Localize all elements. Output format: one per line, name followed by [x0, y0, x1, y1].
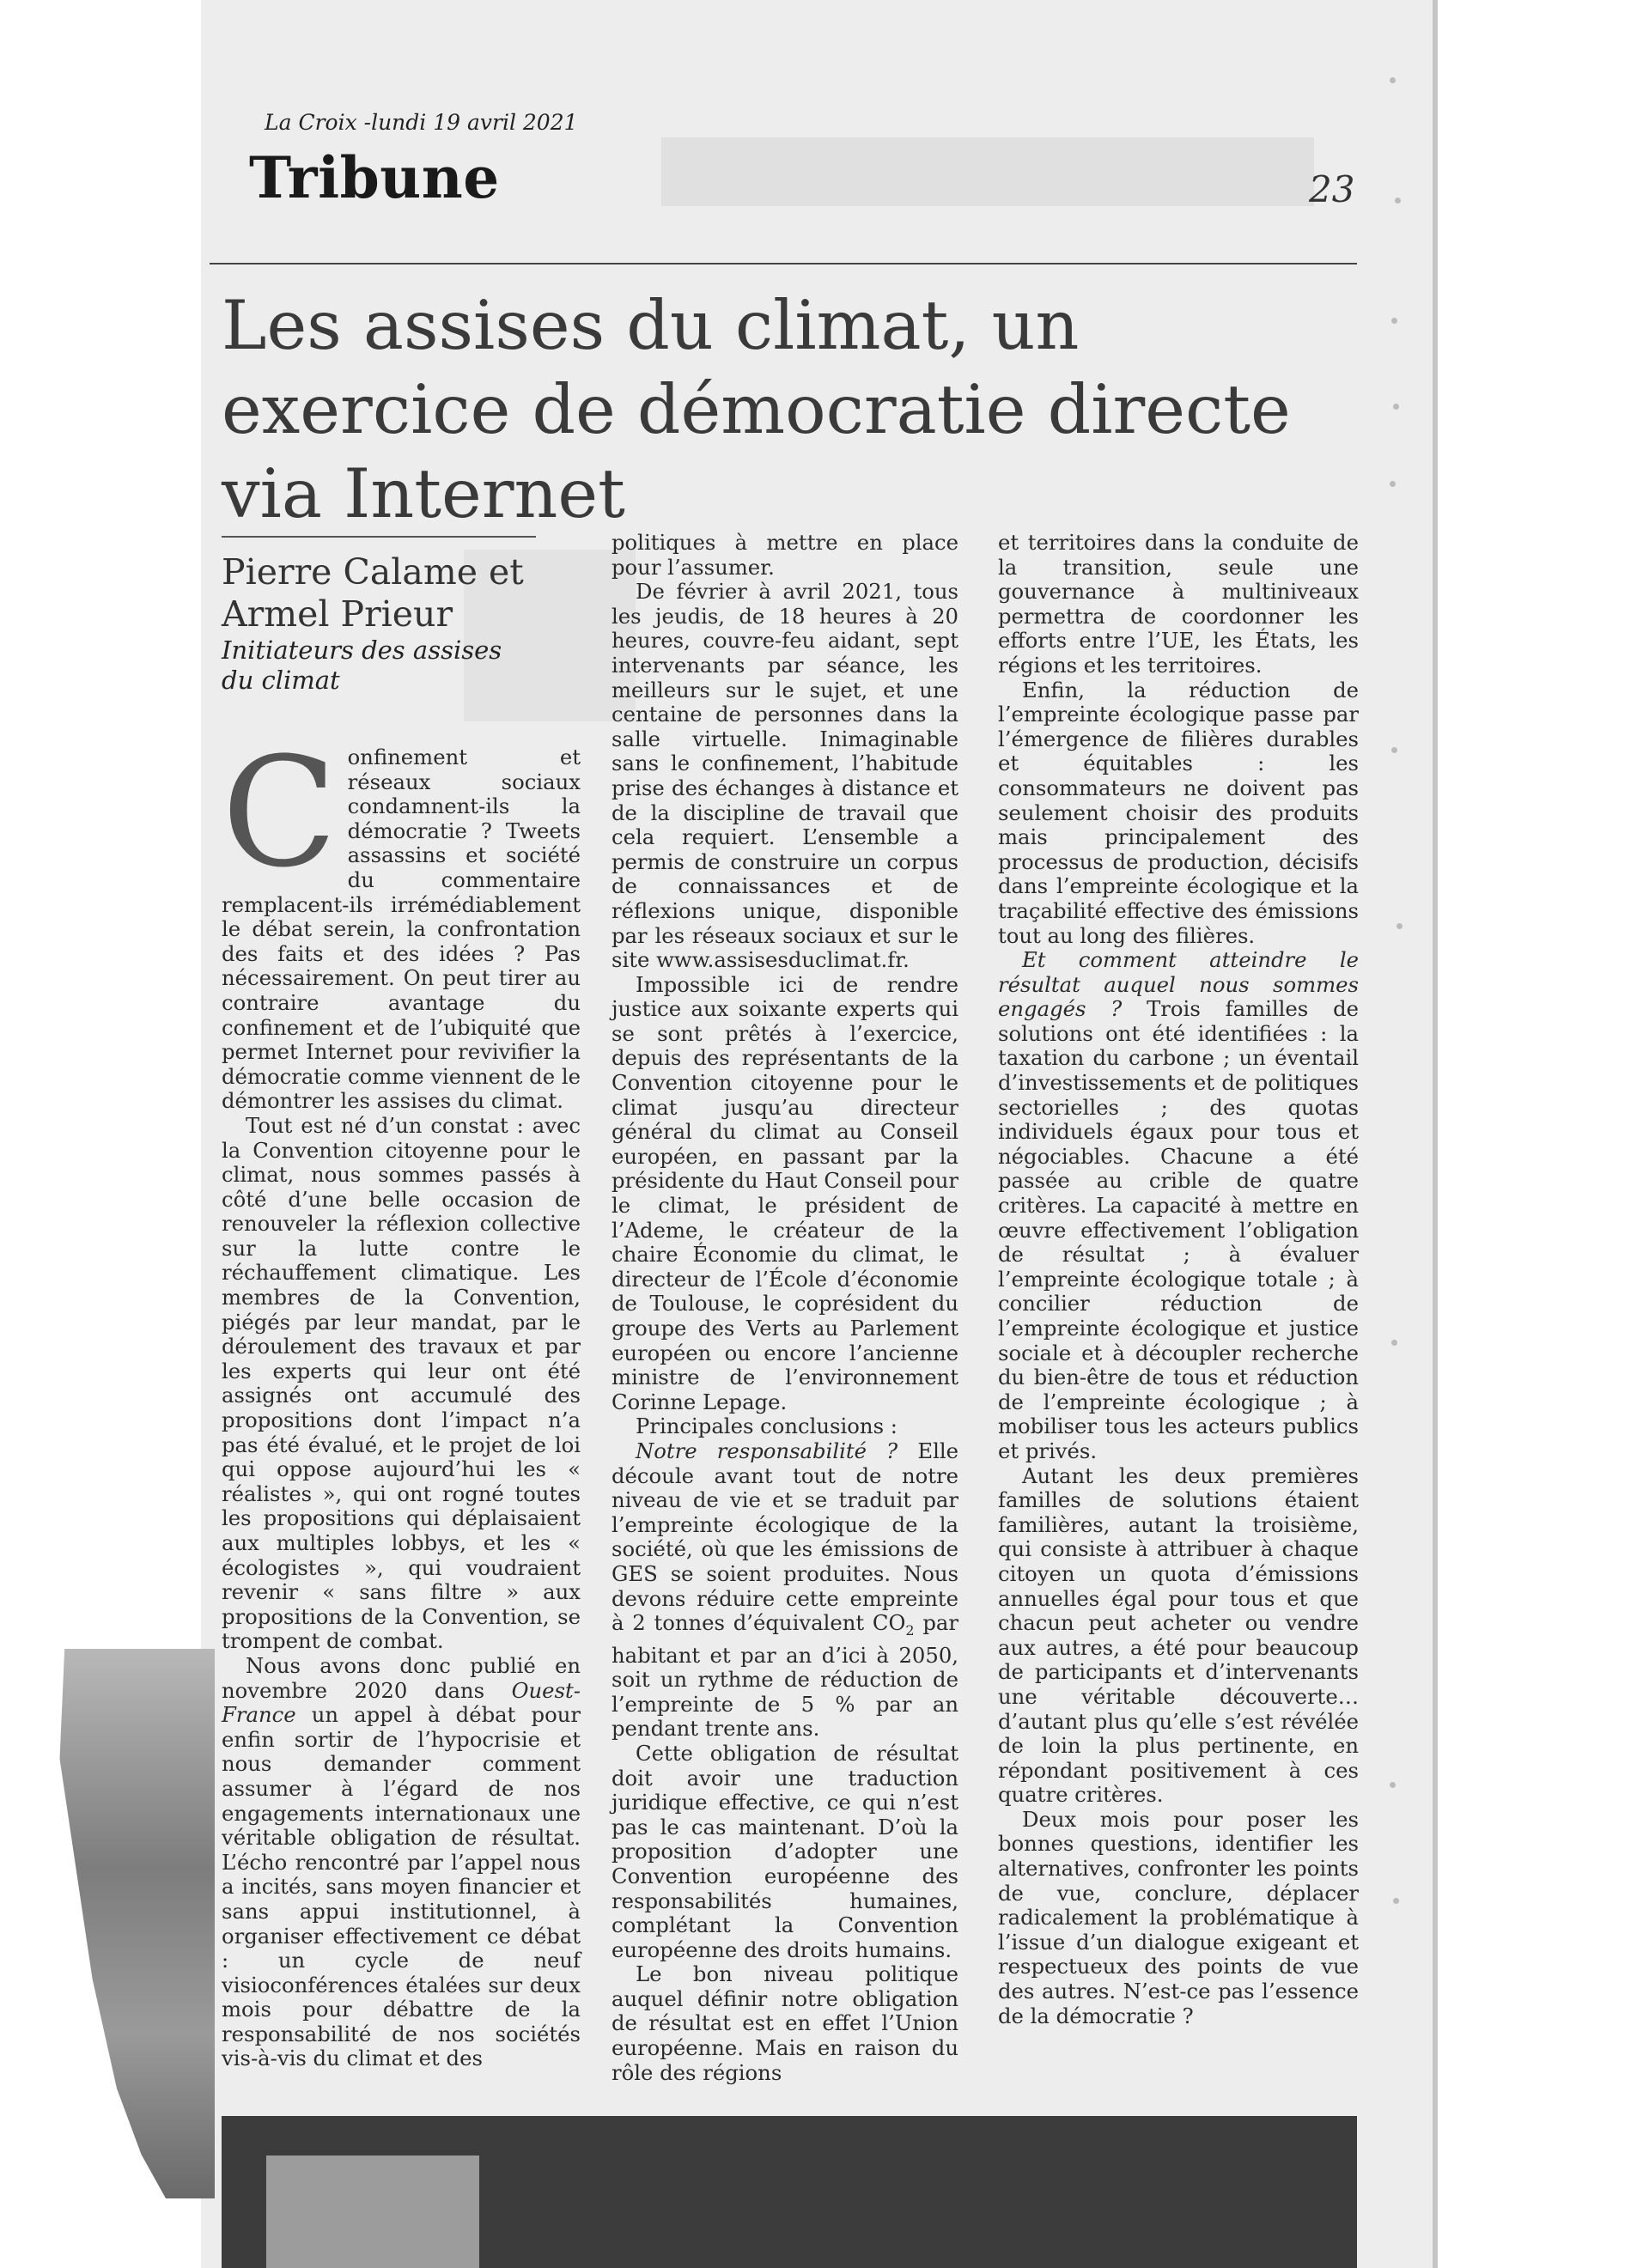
paragraph-text: un appel à débat pour enfin sortir de l’hypocrisie et nous demander comment assumer à l’égard de nos engagements internationaux une véritable obligation de résultat. L’écho rencontré par l’appel nous a incités, sans moyen financier et sans appui institutionnel, à organiser effectivement ce débat : un cycle de neuf visioconférences étalées sur deux mois pour débattre de la responsabilité de nos sociétés vis-à-vis du climat et des	[222, 1702, 581, 2071]
drop-cap: C	[222, 725, 338, 901]
masthead-date: La Croix -lundi 19 avril 2021	[265, 110, 578, 135]
article-column-1	[222, 725, 581, 2071]
paragraph-text: onfinement et réseaux sociaux condamnent-ils la démocratie ? Tweets assassins et société du commentaire remplacent-ils irrémédiablement le débat serein, la confrontation des faits et des idées ? Pas nécessairement. On peut tirer au contraire avantage du confinement et de l’ubiquité que permet Internet pour revivifier la démocratie comme viennent de le démontrer les assises du climat.	[222, 745, 581, 1114]
paragraph: politiques à mettre en place pour l’assumer.	[612, 530, 958, 580]
byline-rule	[222, 536, 536, 538]
torn-photo-fragment	[52, 1649, 215, 2198]
margin-mark	[1390, 1782, 1396, 1788]
margin-mark	[1393, 1898, 1399, 1904]
paragraph-text: par habitant et par an d’ici à 2050, soit un rythme de réduction de l’empreinte de 5 % par an pendant trente ans.	[612, 1610, 958, 1742]
page-number: 23	[1309, 168, 1355, 210]
paragraph: Deux mois pour poser les bonnes questions, identifier les alternatives, confronter les points de vue, conclure, déplacer radicalement la problématique à l’issue d’un dialogue exigeant et respectueux des points de vue des autres. N’est-ce pas l’essence de la démocratie ?	[998, 1806, 1359, 2028]
paragraph-text: Trois familles de solutions ont été identifiées : la taxation du carbone ; un éventail d’investissements et de politiques sectorielles ; des quotas individuels égaux pour tous et négociables. Chacune a été passée au crible de quatre critères. La capacité à mettre en œuvre effectivement l’obligation de résultat ; à évaluer l’empreinte écologique totale ; à concilier réduction de l’empreinte écologique et justice sociale et à découpler recherche du bien-être de tous et réduction de l’empreinte écologique ; à mobiliser tous les acteurs publics et privés.	[998, 996, 1359, 1463]
paragraph: et territoires dans la conduite de la transition, seule une gouvernance à multiniveaux permettra de coordonner les efforts entre l’UE, les États, les régions et les territoires.	[998, 530, 1359, 678]
margin-mark	[1390, 77, 1396, 83]
article-headline: Les assises du climat, un exercice de démocratie directe via Internet	[222, 286, 1291, 533]
paragraph: Enfin, la réduction de l’empreinte écologique passe par l’émergence de filières durables et équitables : les consommateurs ne doivent pas seulement choisir des produits mais principalement des processus de production, décisifs dans l’empreinte écologique et la traçabilité effective des émissions tout au long des filières.	[998, 677, 1359, 948]
margin-mark	[1390, 481, 1396, 487]
article-column-3	[998, 531, 1359, 2028]
publication-name: Ouest-France	[222, 1677, 581, 1728]
paragraph: Autant les deux premières familles de solutions étaient familières, autant la troisième, qui consiste à attribuer à chaque citoyen un quota d’émissions annuelles égal pour tous et que chacun peut acheter ou vendre aux autres, a été pour beaucoup de participants et d’intervenants une véritable découverte… d’autant plus qu’elle s’est révélée de loin la plus pertinente, en répondant positivement à ces quatre critères.	[998, 1462, 1359, 1808]
paragraph: Tout est né d’un constat : avec la Convention citoyenne pour le climat, nous sommes passés à côté d’une belle occasion de renouveler la réflexion collective sur la lutte contre le réchauffement climatique. Les membres de la Convention, piégés par leur mandat, par le déroulement des travaux et par les experts qui leur ont été assignés ont accumulé des propositions dont l’impact n’a pas été évalué, et le projet de loi qui oppose aujourd’hui les « réalistes », qui ont rogné toutes les propositions qui déplaisaient aux multiples lobbys, et les « écologistes », qui voudraient revenir « sans filtre » aux propositions de la Convention, se trompent de combat.	[222, 1112, 581, 1654]
margin-mark	[1396, 923, 1403, 929]
subhead-italic: Et comment atteindre le résultat auquel nous sommes engagés ?	[998, 947, 1359, 1022]
margin-mark	[1393, 404, 1399, 410]
paragraph: Principales conclusions :	[636, 1414, 898, 1439]
margin-mark	[1391, 1340, 1397, 1346]
margin-mark	[1395, 198, 1401, 204]
subhead-italic: Notre responsabilité ?	[636, 1438, 898, 1463]
paragraph	[222, 1654, 581, 2071]
header-rule	[210, 263, 1357, 264]
author-names: Pierre Calame et Armel Prieur	[222, 551, 524, 635]
section-title: Tribune	[249, 144, 500, 211]
margin-mark	[1391, 318, 1397, 324]
subscript: 2	[905, 1621, 915, 1639]
paragraph: Cette obligation de résultat doit avoir une traduction juridique effective, ce qui n’est pas le cas maintenant. D’où la proposition d’adopter une Convention européenne des responsabilités humaines, complétant la Convention européenne des droits humains.	[612, 1740, 958, 1962]
page-edge	[1433, 0, 1438, 2268]
paragraph: Impossible ici de rendre justice aux soixante experts qui se sont prêtés à l’exercice, depuis des représentants de la Convention citoyenne pour le climat jusqu’au directeur général du climat au Conseil européen, en passant par la présidente du Haut Conseil pour le climat, le président de l’Ademe, le créateur de la chaire Économie du climat, le directeur de l’École d’économie de Toulouse, le coprésident du groupe des Verts au Parlement européen ou encore l’ancienne ministre de l’environnement Corinne Lepage.	[612, 971, 958, 1414]
article-column-2	[612, 531, 958, 2085]
show-through-block	[661, 137, 1314, 206]
paragraph	[612, 1439, 958, 1742]
author-role: Initiateurs des assises du climat	[222, 635, 502, 695]
paragraph-text: Nous avons donc publié en novembre 2020 dans	[222, 1652, 581, 1703]
paragraph	[998, 948, 1359, 1463]
paragraph	[222, 725, 581, 1114]
bottom-logo-block	[266, 2156, 479, 2268]
paragraph: Le bon niveau politique auquel définir notre obligation de résultat est en effet l’Union européenne. Mais en raison du rôle des régions	[612, 1961, 958, 2085]
margin-mark	[1391, 747, 1397, 753]
paragraph: De février à avril 2021, tous les jeudis, de 18 heures à 20 heures, couvre-feu aidant, sept intervenants par séance, les meilleurs sur le sujet, et une centaine de personnes dans la salle virtuelle. Inimaginable sans le confinement, l’habitude prise des échanges à distance et de la discipline de travail que cela requiert. L’ensemble a permis de construire un corpus de connaissances et de réflexions unique, disponible par les réseaux sociaux et sur le site www.assisesduclimat.fr.	[612, 579, 958, 973]
paragraph-text: Elle découle avant tout de notre niveau de vie et se traduit par l’empreinte écologique de la société, où que les émissions de GES se soient produites. Nous devons réduire cette empreinte à 2 tonnes d’équivalent CO	[612, 1438, 958, 1636]
